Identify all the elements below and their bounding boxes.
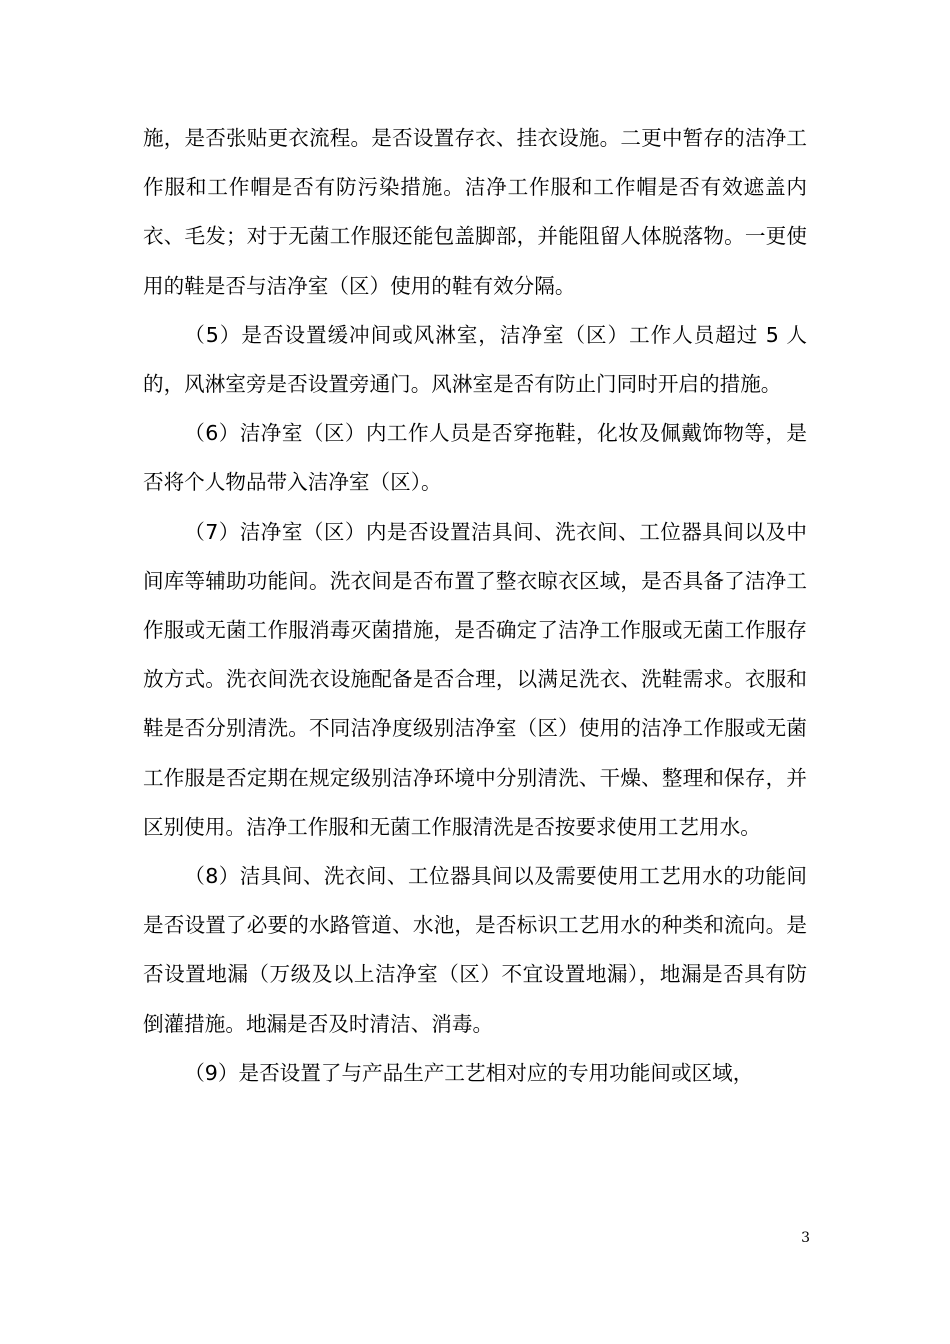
body-text bbox=[143, 114, 807, 1098]
paragraph-item-8: （8）洁具间、洗衣间、工位器具间以及需要使用工艺用水的功能间是否设置了必要的水路管道、水池，是否标识工艺用水的种类和流向。是否设置地漏（万级及以上洁净室（区）不宜设置地漏），地漏是否具有防倒灌措施。地漏是否及时清洁、消毒。 bbox=[143, 864, 807, 1036]
page-number: 3 bbox=[801, 1230, 810, 1246]
paragraph-continuation: 施，是否张贴更衣流程。是否设置存衣、挂衣设施。二更中暂存的洁净工作服和工作帽是否有防污染措施。洁净工作服和工作帽是否有效遮盖内衣、毛发；对于无菌工作服还能包盖脚部，并能阻留人体脱落物。一更使用的鞋是否与洁净室（区）使用的鞋有效分隔。 bbox=[143, 126, 807, 298]
paragraph-item-7: （7）洁净室（区）内是否设置洁具间、洗衣间、工位器具间以及中间库等辅助功能间。洗衣间是否布置了整衣晾衣区域，是否具备了洁净工作服或无菌工作服消毒灭菌措施，是否确定了洁净工作服或无菌工作服存放方式。洗衣间洗衣设施配备是否合理，以满足洗衣、洗鞋需求。衣服和鞋是否分别清洗。不同洁净度级别洁净室（区）使用的洁净工作服或无菌工作服是否定期在规定级别洁净环境中分别清洗、干燥、整理和保存，并区别使用。洁净工作服和无菌工作服清洗是否按要求使用工艺用水。 bbox=[143, 519, 807, 839]
paragraph-item-5: （5）是否设置缓冲间或风淋室，洁净室（区）工作人员超过 5 人的，风淋室旁是否设置旁通门。风淋室是否有防止门同时开启的措施。 bbox=[143, 322, 807, 397]
paragraph-item-9: （9）是否设置了与产品生产工艺相对应的专用功能间或区域， bbox=[184, 1060, 754, 1085]
paragraph-item-6: （6）洁净室（区）内工作人员是否穿拖鞋，化妆及佩戴饰物等，是否将个人物品带入洁净室（区）。 bbox=[143, 421, 807, 495]
